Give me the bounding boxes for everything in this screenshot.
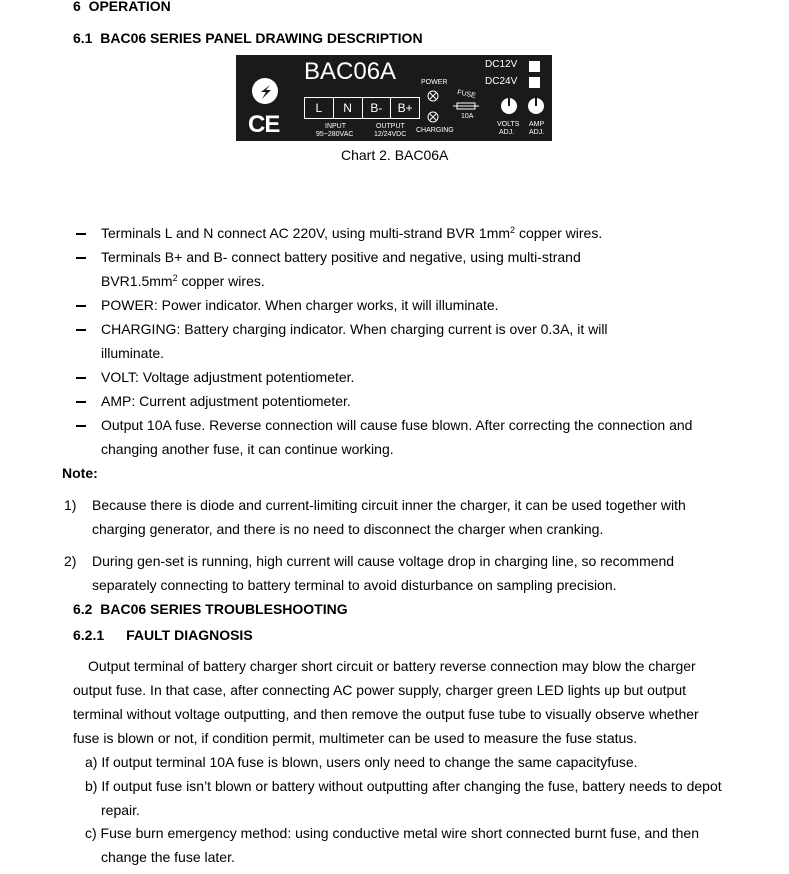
bullet-dash xyxy=(76,425,86,427)
terminal-b-minus: B- xyxy=(363,98,392,118)
amp-adj-label: ADJ. xyxy=(529,129,545,136)
amp-label: AMP xyxy=(529,121,545,128)
dc12-indicator xyxy=(529,61,540,72)
paragraph-line: Output terminal of battery charger short circuit or battery reverse connection may blow the charger xyxy=(88,658,696,674)
subsection-heading xyxy=(73,30,423,46)
note-2-number: 2) xyxy=(64,553,77,569)
bullet-power: POWER: Power indicator. When charger works, it will illuminate. xyxy=(101,297,499,313)
note-2-text: During gen-set is running, high current will cause voltage drop in charging line, so recommend xyxy=(92,553,675,569)
volts-adj-label: ADJ. xyxy=(499,129,515,136)
input-label: INPUT xyxy=(325,123,346,130)
brand-logo-icon xyxy=(250,76,280,106)
list-item-c: c) Fuse burn emergency method: using conductive metal wire short connected burnt fuse, and then xyxy=(85,825,700,841)
subsection-title: BAC06 SERIES PANEL DRAWING DESCRIPTION xyxy=(100,30,423,46)
terminal-l: L xyxy=(305,98,334,118)
terminal-block xyxy=(304,97,420,119)
subsection-number: 6.1 xyxy=(73,30,93,46)
ce-mark: CE xyxy=(248,111,280,138)
note-1-text-cont: charging generator, and there is no need to disconnect the charger when cranking. xyxy=(92,521,604,537)
bullet-charging-cont: illuminate. xyxy=(101,345,165,361)
fuse-icon xyxy=(453,102,479,110)
section-title: OPERATION xyxy=(88,0,171,14)
fuse-rating: 10A xyxy=(461,113,474,120)
power-led-icon xyxy=(427,90,439,102)
bullet-volt: VOLT: Voltage adjustment potentiometer. xyxy=(101,369,355,385)
bullet-dash xyxy=(76,401,86,403)
bullet-amp: AMP: Current adjustment potentiometer. xyxy=(101,393,351,409)
bullet-dash xyxy=(76,305,86,307)
fault-diagnosis-heading xyxy=(73,627,253,643)
section-number: 6 xyxy=(73,0,81,14)
bullet-charging: CHARGING: Battery charging indicator. When charging current is over 0.3A, it will xyxy=(101,321,608,337)
bullet-fuse: Output 10A fuse. Reverse connection will cause fuse blown. After correcting the connection and xyxy=(101,417,693,433)
figure-caption: Chart 2. BAC06A xyxy=(341,147,449,163)
dc12-label: DC12V xyxy=(485,59,518,70)
troubleshooting-number: 6.2 xyxy=(73,601,93,617)
terminal-b-plus: B+ xyxy=(397,101,413,115)
list-item-b: b) If output fuse isn’t blown or battery without outputting after changing the fuse, battery needs to depot xyxy=(85,778,722,794)
model-name: BAC06A xyxy=(304,58,397,85)
bullet-dash xyxy=(76,233,86,235)
fault-diagnosis-title: FAULT DIAGNOSIS xyxy=(126,627,253,643)
troubleshooting-title: BAC06 SERIES TROUBLESHOOTING xyxy=(100,601,348,617)
bullet-terminals-ln: Terminals L and N connect AC 220V, using multi-strand BVR $1mm^2$ copper wires. xyxy=(101,225,603,241)
terminal-n: N xyxy=(334,98,363,118)
dc24-indicator xyxy=(529,77,540,88)
section-heading xyxy=(73,0,171,14)
paragraph-line: terminal without voltage outputting, and then remove the output fuse tube to visually observe whether xyxy=(73,706,699,722)
bac06a-panel-drawing xyxy=(236,55,552,141)
amp-knob-icon xyxy=(526,96,546,116)
note-title: Note: xyxy=(62,465,98,481)
input-range: 95~280VAC xyxy=(316,131,354,138)
bullet-fuse-cont: changing another fuse, it can continue working. xyxy=(101,441,394,457)
output-range: 12/24VDC xyxy=(374,131,407,138)
volts-label: VOLTS xyxy=(497,121,520,128)
paragraph-line: fuse is blown or not, if condition permit, multimeter can be used to measure the fuse status. xyxy=(73,730,638,746)
list-item-b-cont: repair. xyxy=(101,802,140,818)
power-label: POWER xyxy=(421,79,448,86)
list-item-a: a) If output terminal 10A fuse is blown, users only need to change the same capacityfuse. xyxy=(85,754,638,770)
dc24-label: DC24V xyxy=(485,76,518,87)
charging-label: CHARGING xyxy=(416,127,454,134)
note-2-text-cont: separately connecting to battery terminal to avoid disturbance on sampling precision. xyxy=(92,577,617,593)
fault-diagnosis-number: 6.2.1 xyxy=(73,627,105,643)
bullet-dash xyxy=(76,377,86,379)
troubleshooting-heading xyxy=(73,601,348,617)
note-1-text: Because there is diode and current-limiting circuit inner the charger, it can be used together with xyxy=(92,497,686,513)
bullet-terminals-b: Terminals B+ and B- connect battery positive and negative, using multi-strand xyxy=(101,249,581,265)
volts-knob-icon xyxy=(499,96,519,116)
bullet-terminals-b-cont: $BVR1.5mm^2$ copper wires. xyxy=(101,273,265,289)
bullet-dash xyxy=(76,257,86,259)
output-label: OUTPUT xyxy=(376,123,405,130)
charging-led-icon xyxy=(427,111,439,123)
bullet-dash xyxy=(76,329,86,331)
list-item-c-cont: change the fuse later. xyxy=(101,849,235,865)
paragraph-line: output fuse. In that case, after connecting AC power supply, charger green LED lights up but output xyxy=(73,682,687,698)
note-1-number: 1) xyxy=(64,497,77,513)
fuse-label: FUSE xyxy=(456,89,477,100)
